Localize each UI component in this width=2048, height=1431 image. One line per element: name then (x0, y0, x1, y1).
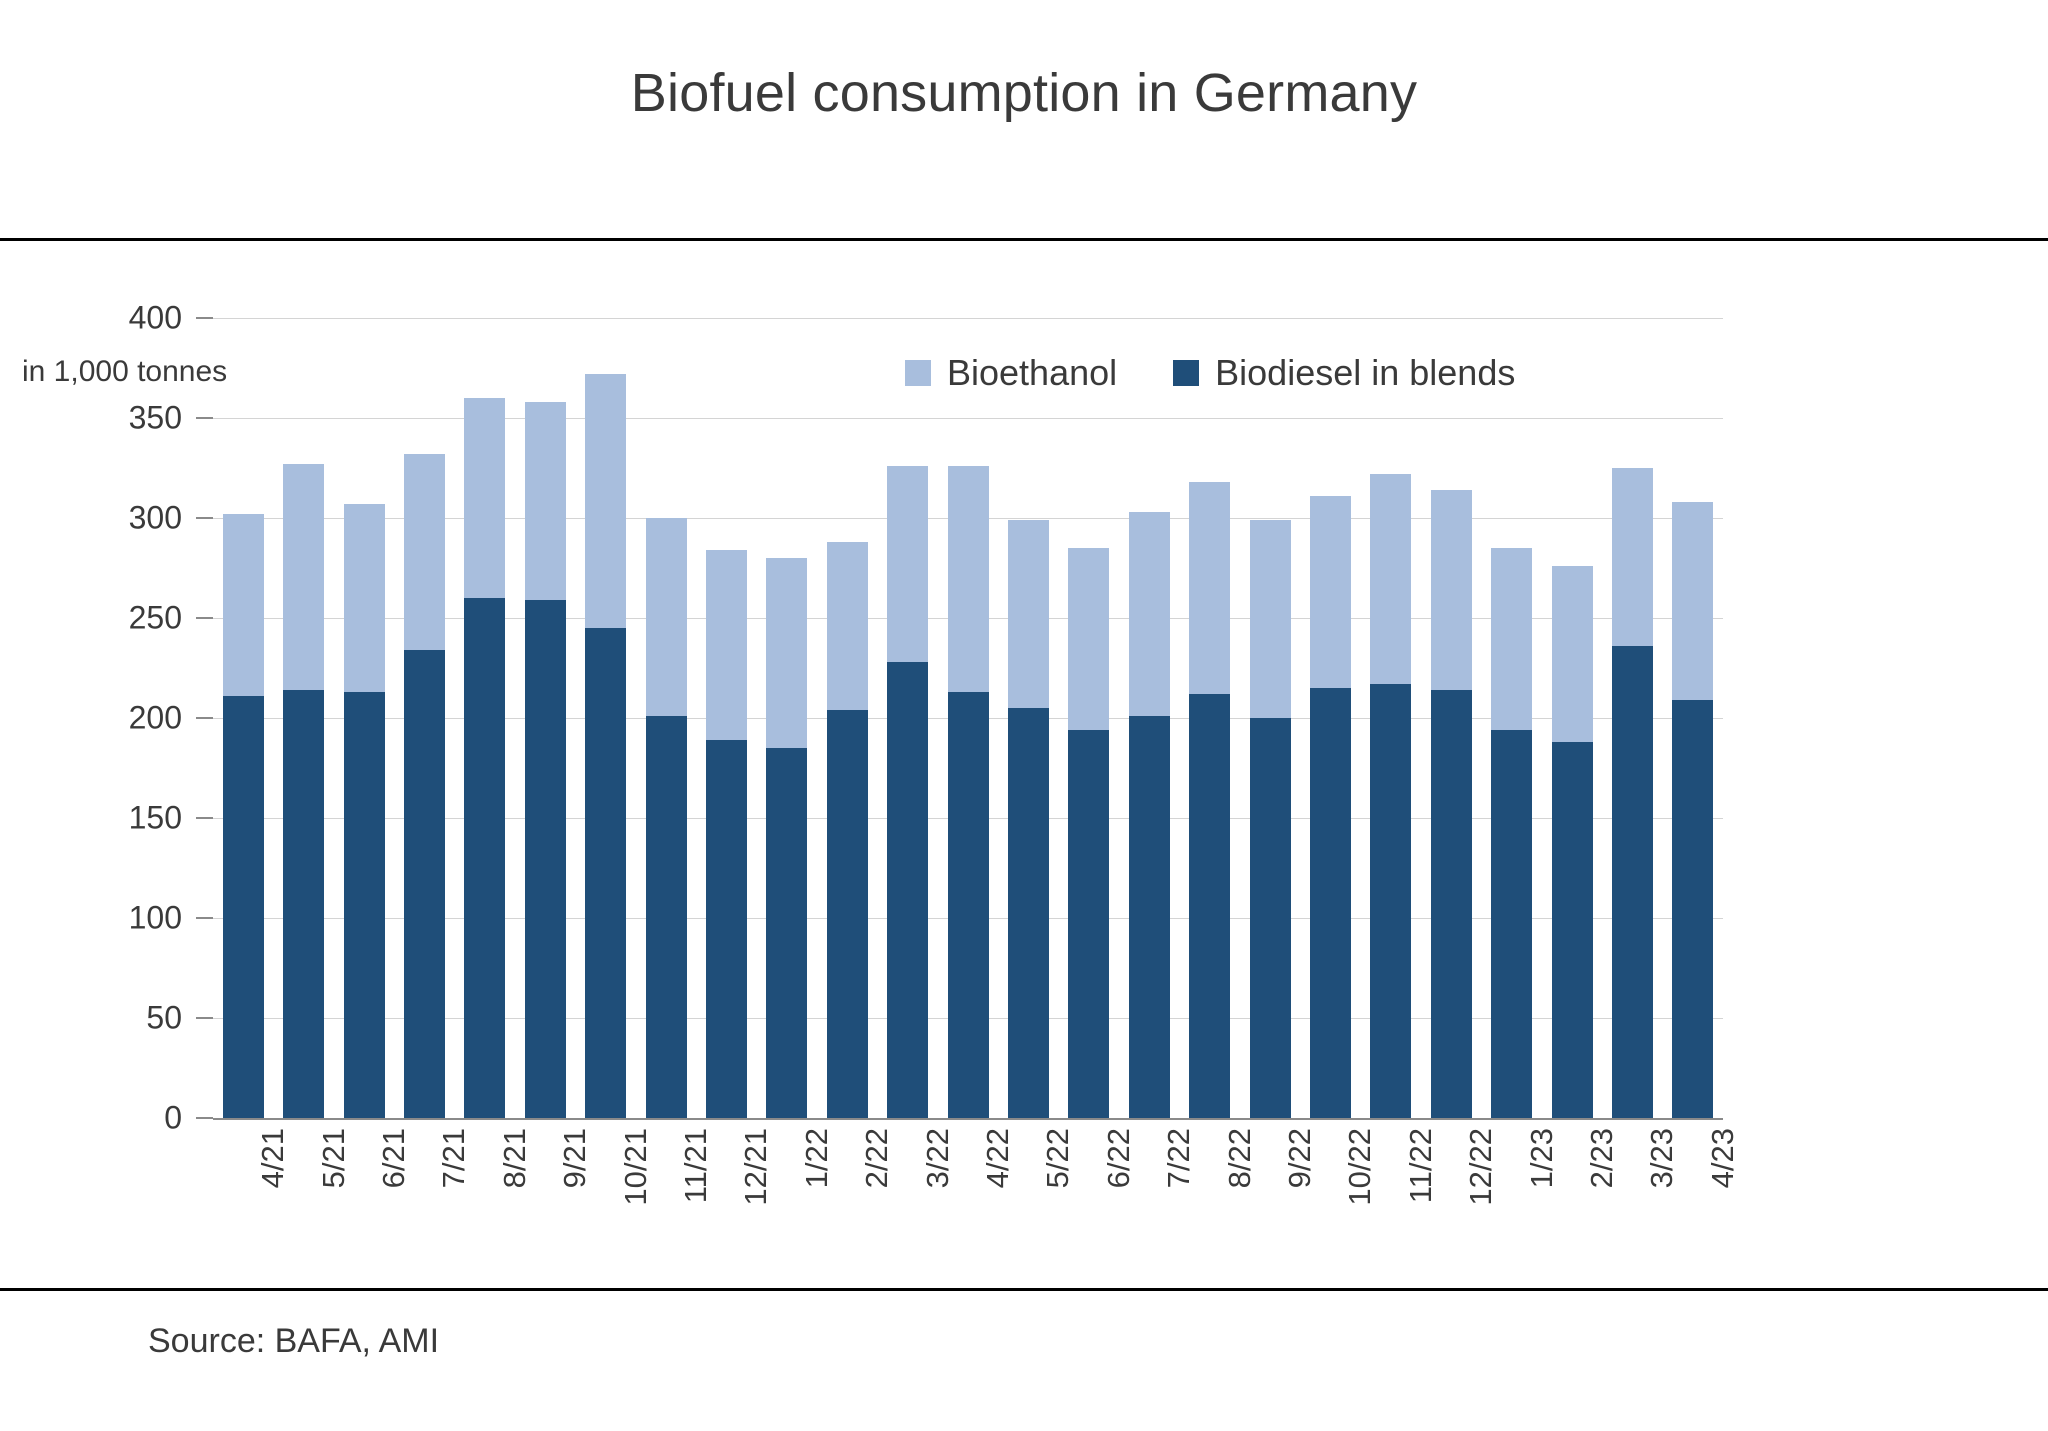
y-axis-tick-label: 400 (128, 299, 182, 336)
bar-segment-bioethanol[interactable] (1068, 548, 1109, 730)
y-axis-tick-mark (196, 1117, 213, 1119)
bar-stack[interactable] (223, 318, 264, 1118)
y-axis-tick-mark (196, 417, 213, 419)
x-axis-tick-label: 2/23 (1584, 1128, 1619, 1189)
bottom-divider (0, 1288, 2048, 1291)
y-axis-tick-label: 200 (128, 699, 182, 736)
bar-segment-biodiesel[interactable] (1068, 730, 1109, 1118)
bar-segment-biodiesel[interactable] (1310, 688, 1351, 1118)
bar-segment-biodiesel[interactable] (1370, 684, 1411, 1118)
x-axis-tick-label: 1/22 (798, 1128, 834, 1189)
x-axis-tick-label: 8/22 (1221, 1128, 1257, 1189)
bar-segment-bioethanol[interactable] (1612, 468, 1653, 646)
page-title: Biofuel consumption in Germany (630, 63, 1418, 123)
legend-item[interactable] (905, 352, 1117, 394)
bar-segment-bioethanol[interactable] (887, 466, 928, 662)
bar-stack[interactable] (1552, 318, 1593, 1118)
y-axis-tick-label: 300 (128, 499, 182, 536)
bar-stack[interactable] (1310, 318, 1351, 1118)
bar-segment-bioethanol[interactable] (585, 374, 626, 628)
bar-segment-biodiesel[interactable] (1612, 646, 1653, 1118)
bar-segment-biodiesel[interactable] (766, 748, 807, 1118)
y-axis-tick-mark (196, 617, 213, 619)
top-divider (0, 238, 2048, 241)
x-axis-tick-label: 6/22 (1100, 1128, 1136, 1189)
bar-segment-bioethanol[interactable] (1431, 490, 1472, 690)
bar-segment-biodiesel[interactable] (344, 692, 385, 1118)
bar-stack[interactable] (464, 318, 505, 1118)
bar-segment-biodiesel[interactable] (948, 692, 989, 1118)
bar-stack[interactable] (1672, 318, 1713, 1118)
bar-segment-bioethanol[interactable] (1129, 512, 1170, 716)
x-axis-tick-label: 3/22 (919, 1128, 955, 1189)
source-note: Source: BAFA, AMI (148, 1322, 440, 1360)
bar-stack[interactable] (646, 318, 687, 1118)
bar-segment-biodiesel[interactable] (1431, 690, 1472, 1118)
legend-item-label: Bioethanol (947, 352, 1118, 393)
bar-segment-biodiesel[interactable] (525, 600, 566, 1118)
y-axis-tick-label: 350 (128, 399, 182, 436)
bar-segment-bioethanol[interactable] (283, 464, 324, 690)
bar-segment-bioethanol[interactable] (1370, 474, 1411, 684)
y-axis-tick-mark (196, 817, 213, 819)
bar-segment-bioethanol[interactable] (525, 402, 566, 600)
bar-stack[interactable] (1250, 318, 1291, 1118)
y-axis-tick-label: 250 (128, 599, 182, 636)
plot-area (213, 318, 1723, 1118)
bar-segment-bioethanol[interactable] (1672, 502, 1713, 700)
legend-item-label: Biodiesel in blends (1215, 352, 1516, 393)
bar-segment-bioethanol[interactable] (223, 514, 264, 696)
x-axis-tick-label: 8/21 (496, 1128, 532, 1189)
x-axis-tick-label: 9/22 (1282, 1128, 1317, 1189)
bar-segment-biodiesel[interactable] (464, 598, 505, 1118)
bar-segment-biodiesel[interactable] (1491, 730, 1532, 1118)
bar-stack[interactable] (344, 318, 385, 1118)
bar-stack[interactable] (827, 318, 868, 1118)
bar-segment-bioethanol[interactable] (1008, 520, 1049, 708)
bar-segment-biodiesel[interactable] (283, 690, 324, 1118)
bar-stack[interactable] (1612, 318, 1653, 1118)
x-axis-tick-label: 2/22 (859, 1128, 895, 1189)
bar-segment-bioethanol[interactable] (1250, 520, 1291, 718)
bar-segment-bioethanol[interactable] (646, 518, 687, 716)
y-axis-tick-mark (196, 917, 213, 919)
bar-segment-biodiesel[interactable] (646, 716, 687, 1118)
bar-stack[interactable] (1129, 318, 1170, 1118)
y-axis-unit-label: in 1,000 tonnes (22, 355, 228, 388)
bar-segment-bioethanol[interactable] (1310, 496, 1351, 688)
x-axis-tick-label: 11/21 (678, 1128, 713, 1204)
bar-segment-bioethanol[interactable] (464, 398, 505, 598)
x-axis-tick-label: 12/21 (738, 1128, 774, 1206)
x-axis-tick-label: 11/22 (1402, 1128, 1438, 1204)
bar-stack[interactable] (1491, 318, 1532, 1118)
bar-stack[interactable] (706, 318, 747, 1118)
y-axis-tick-label: 150 (128, 799, 182, 836)
y-axis-labels (80, 299, 200, 1136)
bar-segment-biodiesel[interactable] (404, 650, 445, 1118)
bar-segment-biodiesel[interactable] (585, 628, 626, 1118)
bar-segment-biodiesel[interactable] (1189, 694, 1230, 1118)
bar-stack[interactable] (887, 318, 928, 1118)
bar-stack[interactable] (283, 318, 324, 1118)
bar-stack[interactable] (585, 318, 626, 1118)
x-axis-tick-label: 5/21 (315, 1128, 351, 1189)
y-axis-tick-label: 0 (164, 1099, 182, 1136)
bar-stack[interactable] (1370, 318, 1411, 1118)
bar-segment-biodiesel[interactable] (223, 696, 264, 1118)
x-axis-tick-label: 5/22 (1040, 1128, 1076, 1189)
x-axis-tick-label: 4/21 (255, 1128, 291, 1189)
x-axis-tick-label: 3/23 (1644, 1128, 1680, 1189)
y-axis-tick-mark (196, 1017, 213, 1019)
y-axis-tick-label: 100 (128, 899, 182, 936)
y-axis-tick-mark (196, 717, 213, 719)
bar-stack[interactable] (1068, 318, 1109, 1118)
x-axis-tick-label: 1/23 (1523, 1128, 1559, 1189)
bar-segment-biodiesel[interactable] (1008, 708, 1049, 1118)
bar-stack[interactable] (525, 318, 566, 1118)
x-axis-tick-label: 7/21 (436, 1128, 472, 1189)
x-axis-tick-label: 4/23 (1704, 1128, 1740, 1189)
bar-stack[interactable] (1189, 318, 1230, 1118)
y-axis-ticks (196, 318, 214, 1118)
x-axis-tick-label: 12/22 (1463, 1128, 1499, 1206)
y-axis-tick-mark (196, 317, 213, 319)
x-axis-tick-label: 7/22 (1161, 1128, 1197, 1189)
bar-segment-bioethanol[interactable] (1189, 482, 1230, 694)
bar-segment-biodiesel[interactable] (1129, 716, 1170, 1118)
bar-segment-bioethanol[interactable] (404, 454, 445, 650)
x-axis-tick-label: 4/22 (980, 1128, 1015, 1189)
legend-item[interactable] (1173, 352, 1515, 394)
bar-stack[interactable] (766, 318, 807, 1118)
bar-segment-biodiesel[interactable] (706, 740, 747, 1118)
bar-segment-biodiesel[interactable] (1250, 718, 1291, 1118)
bar-stack[interactable] (1008, 318, 1049, 1118)
bar-segment-biodiesel[interactable] (887, 662, 928, 1118)
x-axis-line (213, 1118, 1723, 1120)
y-axis-tick-label: 50 (146, 999, 182, 1036)
x-axis-labels (213, 1128, 1740, 1268)
x-axis-tick-label: 10/21 (617, 1128, 653, 1206)
bar-stack[interactable] (948, 318, 989, 1118)
bar-segment-bioethanol[interactable] (1552, 566, 1593, 742)
legend-swatch-icon (905, 360, 931, 386)
bar-segment-bioethanol[interactable] (706, 550, 747, 740)
bar-stack[interactable] (1431, 318, 1472, 1118)
bar-segment-bioethanol[interactable] (948, 466, 989, 692)
x-axis-tick-label: 6/21 (376, 1128, 411, 1189)
y-axis-tick-mark (196, 517, 213, 519)
chart-legend (905, 352, 1515, 394)
bar-segment-biodiesel[interactable] (1672, 700, 1713, 1118)
bar-stack[interactable] (404, 318, 445, 1118)
bar-segment-bioethanol[interactable] (766, 558, 807, 748)
bar-segment-bioethanol[interactable] (1491, 548, 1532, 730)
bar-segment-biodiesel[interactable] (827, 710, 868, 1118)
legend-swatch-icon (1173, 360, 1199, 386)
bar-segment-bioethanol[interactable] (827, 542, 868, 710)
x-axis-tick-label: 9/21 (557, 1128, 593, 1189)
bar-segment-biodiesel[interactable] (1552, 742, 1593, 1118)
x-axis-tick-label: 10/22 (1342, 1128, 1378, 1206)
bar-segment-bioethanol[interactable] (344, 504, 385, 692)
